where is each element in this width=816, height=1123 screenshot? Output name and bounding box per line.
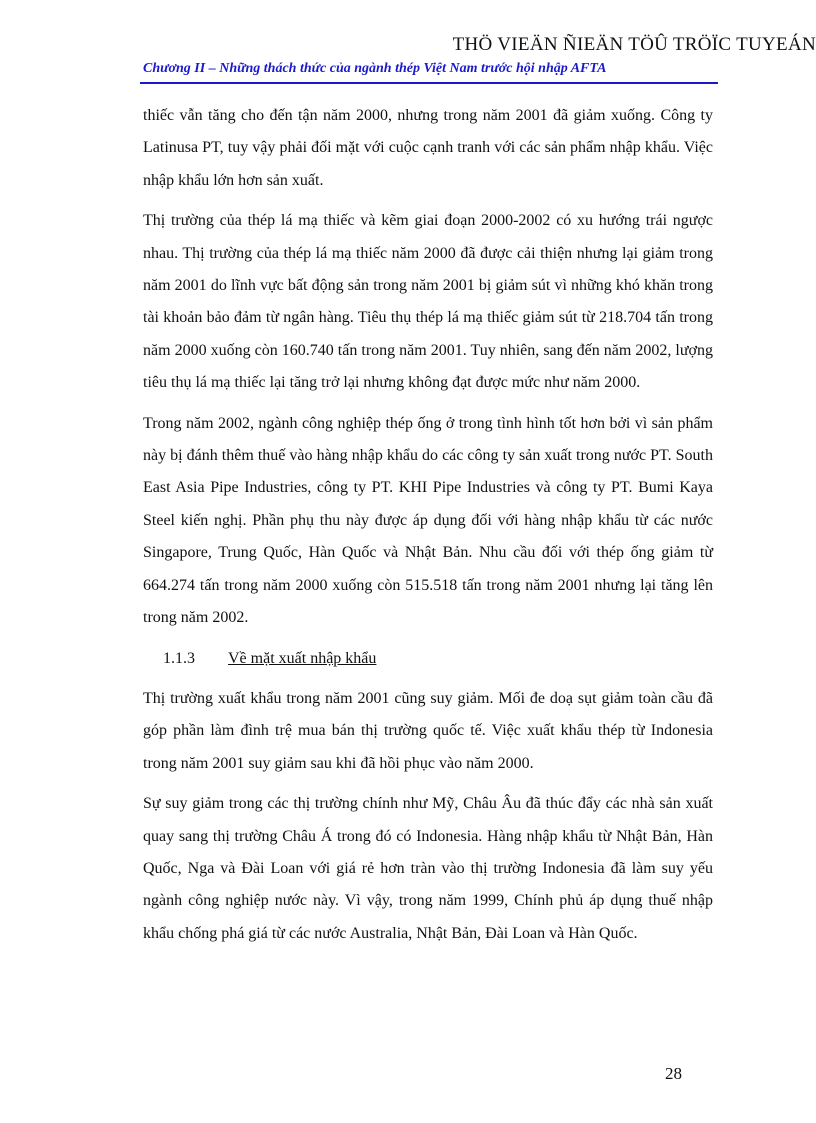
header-divider [140,82,718,84]
paragraph: Thị trường của thép lá mạ thiếc và kẽm giai đoạn 2000-2002 có xu hướng trái ngược nhau. Thị trường của thép lá mạ thiếc năm 2000 đã được cải thiện nhưng lại giảm trong năm 2001 do lĩnh vực bất động sản trong năm 2001 bị giảm sút vì những khó khăn trong tài khoản bảo đảm từ ngân hàng. Tiêu thụ thép lá mạ thiếc giảm sút từ 218.704 tấn trong năm 2000 xuống còn 160.740 tấn trong năm 2001. Tuy nhiên, sang đến năm 2002, lượng tiêu thụ lá mạ thiếc lại tăng trở lại nhưng không đạt được mức như năm 2000. [143,212,713,392]
page-body [143,100,713,958]
paragraph: Thị trường xuất khẩu trong năm 2001 cũng suy giảm. Mối đe doạ sụt giảm toàn cầu đã góp phần làm đình trệ mua bán thị trường quốc tế. Việc xuất khẩu thép từ Indonesia trong năm 2001 suy giảm sau khi đã hồi phục vào năm 2000. [143,689,713,772]
watermark-text: THÖ VIEÄN ÑIEÄN TÖÛ TRÖÏC TUYEÁN [452,34,816,55]
section-number: 1.1.3 [163,649,195,667]
page-number: 28 [665,1064,682,1083]
chapter-header: Chương II – Những thách thức của ngành thép Việt Nam trước hội nhập AFTA [143,61,607,76]
section-title: Về mặt xuất nhập khẩu [228,649,377,667]
section-heading [143,643,713,675]
paragraph: thiếc vẫn tăng cho đến tận năm 2000, nhưng trong năm 2001 đã giảm xuống. Công ty Latinusa PT, tuy vậy phải đối mặt với cuộc cạnh tranh với các sản phẩm nhập khẩu. Việc nhập khẩu lớn hơn sản xuất. [143,107,713,189]
paragraph: Trong năm 2002, ngành công nghiệp thép ống ở trong tình hình tốt hơn bởi vì sản phẩm này bị đánh thêm thuế vào hàng nhập khẩu do các công ty sản xuất trong nước PT. South East Asia Pipe Industries, công ty PT. KHI Pipe Industries và công ty PT. Bumi Kaya Steel kiến nghị. Phần phụ thu này được áp dụng đối với hàng nhập khẩu từ các nước Singapore, Trung Quốc, Hàn Quốc và Nhật Bản. Nhu cầu đối với thép ống giảm từ 664.274 tấn trong năm 2000 xuống còn 515.518 tấn trong năm 2001 nhưng lại tăng lên trong năm 2002. [143,414,713,627]
paragraph: Sự suy giảm trong các thị trường chính như Mỹ, Châu Âu đã thúc đẩy các nhà sản xuất quay sang thị trường Châu Á trong đó có Indonesia. Hàng nhập khẩu từ Nhật Bản, Hàn Quốc, Nga và Đài Loan với giá rẻ hơn tràn vào thị trường Indonesia đã làm suy yếu ngành công nghiệp nước này. Vì vậy, trong năm 1999, Chính phủ áp dụng thuế nhập khẩu chống phá giá từ các nước Australia, Nhật Bản, Đài Loan và Hàn Quốc. [143,795,713,942]
